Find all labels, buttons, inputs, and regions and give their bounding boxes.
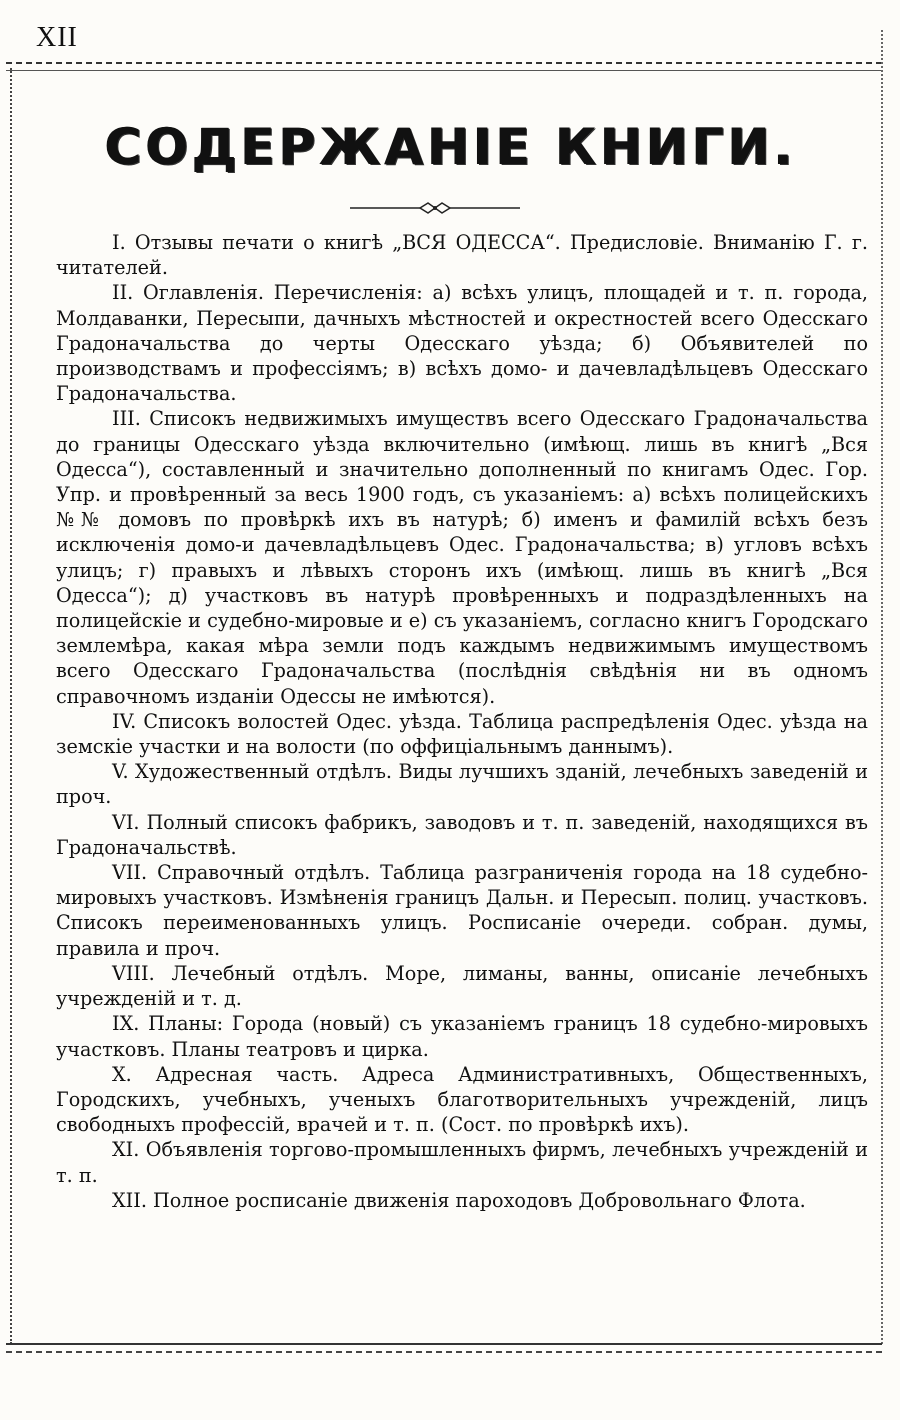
contents-item: XI. Объявленія торгово-промышленныхъ фирмъ, лечебныхъ учрежденій и т. п. [56, 1138, 868, 1187]
contents-item: IV. Списокъ волостей Одес. уѣзда. Таблица распредѣленія Одес. уѣзда на земскіе участки и на волости (по оффиціальнымъ даннымъ). [56, 709, 868, 759]
contents-item: XII. Полное росписаніе движенія пароходовъ Добровольнаго Флота. [112, 1188, 806, 1212]
contents-item: III. Списокъ недвижимыхъ имуществъ всего Одесскаго Градоначальства до границы Одесскаго уѣзда включительно (имѣющ. лишь въ книгѣ „Вся Одесса“), составленный и значительно дополненный по книгамъ Одес. Гор. Упр. и провѣренный за весь 1900 годъ, съ указаніемъ: а) всѣхъ полицейскихъ №№ домовъ по провѣркѣ ихъ въ натурѣ; б) именъ и фамилій всѣхъ безъ исключенія домо-и дачевладѣльцевъ Одес. Градоначальства; в) угловъ всѣхъ улицъ; г) правыхъ и лѣвыхъ сторонъ ихъ (имѣющ. лишь въ книгѣ „Вся Одесса“); д) участковъ въ натурѣ провѣренныхъ и подраздѣленныхъ на полицейскіе и судебно-мировые и е) съ указаніемъ, согласно книгъ Городскаго землемѣра, какая мѣра земли подъ каждымъ недвижимымъ имуществомъ всего Одесскаго Градоначальства (послѣднія свѣдѣнія ни въ одномъ справочномъ изданіи Одессы не имѣются). [56, 407, 868, 708]
contents-item: II. Оглавленія. Перечисленія: а) всѣхъ улицъ, площадей и т. п. города, Молдаванки, Пересыпи, дачныхъ мѣстностей и окрестностей всего Одесскаго Градоначальства до черты Одесскаго уѣзда; б) Объявителей по производствамъ и профессіямъ; в) всѣхъ домо- и дачевладѣльцевъ Одесскаго Градоначальства. [56, 281, 868, 406]
left-border [10, 68, 15, 1344]
page-title: СОДЕРЖАНІЕ КНИГИ. [104, 118, 796, 176]
contents-item: VII. Справочный отдѣлъ. Таблица разграниченія города на 18 судебно-мировыхъ участковъ. Измѣненія границъ Дальн. и Пересып. полиц. участковъ. Списокъ переименованныхъ улицъ. Росписаніе очереди. собран. думы, правила и проч. [56, 861, 868, 960]
bottom-rule [6, 1343, 882, 1353]
contents-item: X. Адресная часть. Адреса Административныхъ, Общественныхъ, Городскихъ, учебныхъ, ученыхъ благотворительныхъ учрежденій, лицъ свободныхъ профессій, врачей и т. п. (Сост. по провѣркѣ ихъ). [56, 1062, 868, 1137]
contents-item: VI. Полный списокъ фабрикъ, заводовъ и т. п. заведеній, находящихся въ Градоначальствѣ. [56, 810, 868, 859]
contents-item: IX. Планы: Города (новый) съ указаніемъ границъ 18 судебно-мировыхъ участковъ. Планы театровъ и цирка. [56, 1012, 868, 1061]
ornament-divider-icon [350, 198, 520, 218]
top-rule [6, 62, 882, 71]
contents-item: I. Отзывы печати о книгѣ „ВСЯ ОДЕССА“. Предисловіе. Вниманію Г. г. читателей. [56, 231, 868, 280]
right-border [881, 30, 886, 1344]
page-number: XII [36, 22, 78, 53]
contents-list [56, 230, 868, 1213]
contents-item: V. Художественный отдѣлъ. Виды лучшихъ зданій, лечебныхъ заведеній и проч. [56, 760, 868, 809]
contents-item: VIII. Лечебный отдѣлъ. Море, лиманы, ванны, описаніе лечебныхъ учрежденій и т. д. [56, 961, 868, 1011]
